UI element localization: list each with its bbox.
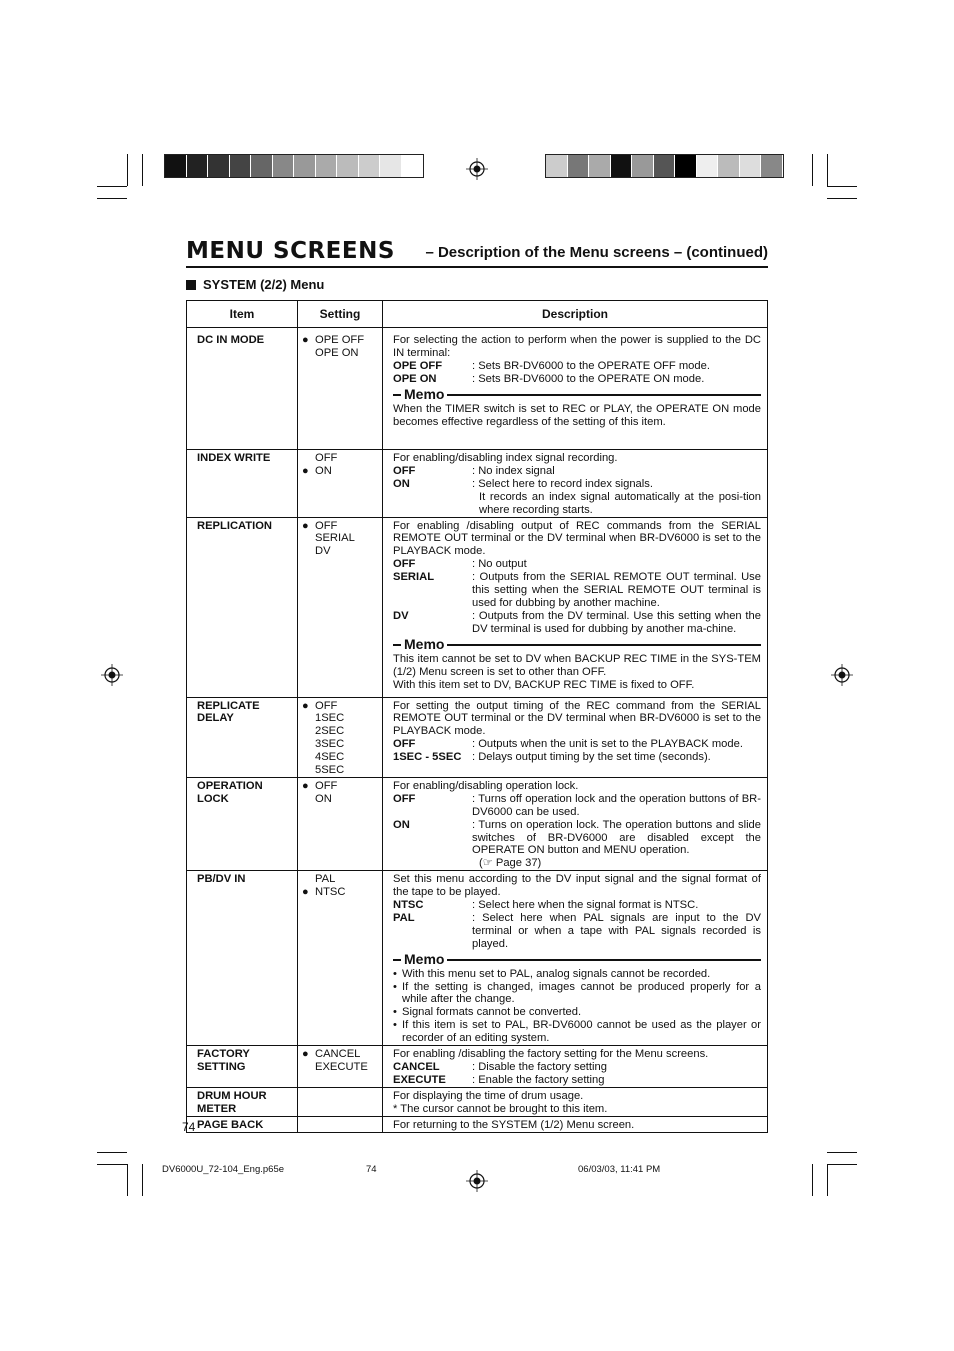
page-title: MENU SCREENS — [186, 238, 395, 264]
list-item: • If this item is set to PAL, BR-DV6000 cannot be used as the player or recorder of an editing system. — [393, 1019, 761, 1045]
default-dot-icon: ● — [302, 699, 309, 712]
setting-options: ● OFF 1SEC 2SEC 3SEC 4SEC 5SEC — [298, 697, 383, 777]
footer-page: 74 — [366, 1164, 377, 1175]
memo-text: With this item set to DV, BACKUP REC TIME is fixed to OFF. — [393, 678, 695, 691]
column-header-description: Description — [383, 301, 768, 328]
table-row-pb-dv-in — [187, 871, 768, 1046]
table-row-drum-hour-meter — [187, 1087, 768, 1116]
description: For enabling /disabling output of REC commands from the SERIAL REMOTE OUT terminal or the DV terminal when BR-DV6000 is set to the PLAYBACK mode. OFF : No output SERIAL : Outputs from the SERIAL REMOTE OUT terminal. Use this setting when the SERIAL REMOTE OUT terminal is used for dubbing by another machine. DV : Outputs from the DV terminal. Use this setting when the DV terminal is used for dubbing by another ma-chine. Memo This item cannot be set to DV when BACKUP REC TIME in the SYS-TEM (1/2) Menu screen is set to other than OFF. With this item set to DV, BACKUP REC TIME is fixed to OFF. — [383, 517, 768, 697]
registration-mark-icon — [831, 664, 853, 686]
table-header-row — [187, 301, 768, 328]
menu-table — [186, 300, 768, 1133]
memo-text: This item cannot be set to DV when BACKUP REC TIME in the SYS-TEM (1/2) Menu screen is set to other than OFF. — [393, 652, 761, 678]
item-name: OPERATION LOCK — [187, 777, 298, 870]
description: For enabling/disabling index signal recording. OFF : No index signal ON : Select here to record index signals. It records an index signal automatically at the posi-tion where recording starts. — [383, 450, 768, 518]
setting-options — [298, 1116, 383, 1132]
item-name: REPLICATION — [187, 517, 298, 697]
color-bar-right — [545, 154, 784, 178]
description: For setting the output timing of the REC command from the SERIAL REMOTE OUT terminal or the DV terminal when BR-DV6000 is set to the PLAYBACK mode. OFF : Outputs when the unit is set to the PLAYBACK mode. 1SEC - 5SEC : Delays output timing by the set time (seconds). — [383, 697, 768, 777]
memo-heading: Memo — [393, 952, 761, 968]
description: For enabling /disabling the factory setting for the Menu screens. CANCEL : Disable the factory setting EXECUTE : Enable the factory setting — [383, 1046, 768, 1088]
list-item: • If the setting is changed, images cannot be produced properly for a while after the change. — [393, 980, 761, 1006]
color-bar-left — [164, 154, 424, 178]
table-row-page-back — [187, 1116, 768, 1132]
registration-mark-icon — [466, 158, 488, 180]
column-header-item: Item — [187, 301, 298, 328]
registration-mark-icon — [466, 1170, 488, 1192]
setting-options — [298, 1087, 383, 1116]
page-reference-icon: ☞ — [482, 857, 493, 870]
default-dot-icon: ● — [302, 779, 309, 792]
description: For returning to the SYSTEM (1/2) Menu screen. — [383, 1116, 768, 1132]
table-row-replication — [187, 517, 768, 697]
list-item: • Signal formats cannot be converted. — [393, 1006, 582, 1019]
default-dot-icon: ● — [302, 1048, 309, 1061]
table-row-index-write — [187, 450, 768, 518]
table-row-replicate-delay — [187, 697, 768, 777]
list-item: • With this menu set to PAL, analog signals cannot be recorded. — [393, 967, 711, 980]
table-row-dc-in-mode — [187, 328, 768, 450]
square-bullet-icon — [186, 280, 196, 290]
description: For enabling/disabling operation lock. OFF : Turns off operation lock and the operation buttons of BR-DV6000 can be used. ON : Turns on operation lock. The operation buttons and slide switches of BR-DV6000 are disabled except the OPERATE ON button and MENU operation. (☞ Page 37) — [383, 777, 768, 870]
table-row-operation-lock — [187, 777, 768, 870]
item-name: FACTORY SETTING — [187, 1046, 298, 1088]
setting-options: ● CANCEL EXECUTE — [298, 1046, 383, 1088]
memo-heading: Memo — [393, 387, 761, 403]
section-heading — [186, 277, 324, 292]
item-name: PB/DV IN — [187, 871, 298, 1046]
description: For selecting the action to perform when the power is supplied to the DC IN terminal: OPE OFF : Sets BR-DV6000 to the OPERATE OFF mode. OPE ON : Sets BR-DV6000 to the OPERATE ON mode. Memo When the TIMER switch is set to REC or PLAY, the OPERATE ON mode becomes effective regardless of the setting of this item. — [383, 328, 768, 450]
item-name: DC IN MODE — [187, 328, 298, 450]
default-dot-icon: ● — [302, 519, 309, 532]
default-dot-icon: ● — [302, 464, 309, 477]
registration-mark-icon — [101, 664, 123, 686]
item-name: DRUM HOUR METER — [187, 1087, 298, 1116]
page-number: 74 — [182, 1120, 196, 1134]
column-header-setting: Setting — [298, 301, 383, 328]
section-title: SYSTEM (2/2) Menu — [203, 277, 325, 292]
setting-options: ● OPE OFF OPE ON — [298, 328, 383, 450]
page-subtitle: – Description of the Menu screens – (continued) — [425, 244, 768, 261]
setting-options: PAL ● NTSC — [298, 871, 383, 1046]
description: Set this menu according to the DV input signal and the signal format of the tape to be played. NTSC : Select here when the signal format is NTSC. PAL : Select here when PAL signals are input to the DV terminal or when a tape with PAL signals recorded is played. Memo • With this menu set to PAL, analog signals cannot be recorded. • If the setting is changed, images cannot be produced properly for a while after the change. • Signal formats cannot be converted. • If this item is set to PAL, BR-DV6000 cannot be used as the player or recorder of an editing system. — [383, 871, 768, 1046]
description: For displaying the time of drum usage. * The cursor cannot be brought to this item. — [383, 1087, 768, 1116]
footer-date: 06/03/03, 11:41 PM — [578, 1164, 661, 1175]
setting-options: ● OFF ON — [298, 777, 383, 870]
default-dot-icon: ● — [302, 334, 309, 346]
page-header — [186, 238, 768, 268]
item-name: PAGE BACK — [187, 1116, 298, 1132]
memo-text: When the TIMER switch is set to REC or PLAY, the OPERATE ON mode becomes effective regardless of the setting of this item. — [393, 402, 761, 428]
setting-options: ● OFF SERIAL DV — [298, 517, 383, 697]
memo-heading: Memo — [393, 637, 761, 653]
table-row-factory-setting — [187, 1046, 768, 1088]
item-name: INDEX WRITE — [187, 450, 298, 518]
item-name: REPLICATE DELAY — [187, 697, 298, 777]
footer-filename: DV6000U_72-104_Eng.p65e — [162, 1164, 285, 1175]
setting-options: OFF ● ON — [298, 450, 383, 518]
default-dot-icon: ● — [302, 886, 309, 899]
